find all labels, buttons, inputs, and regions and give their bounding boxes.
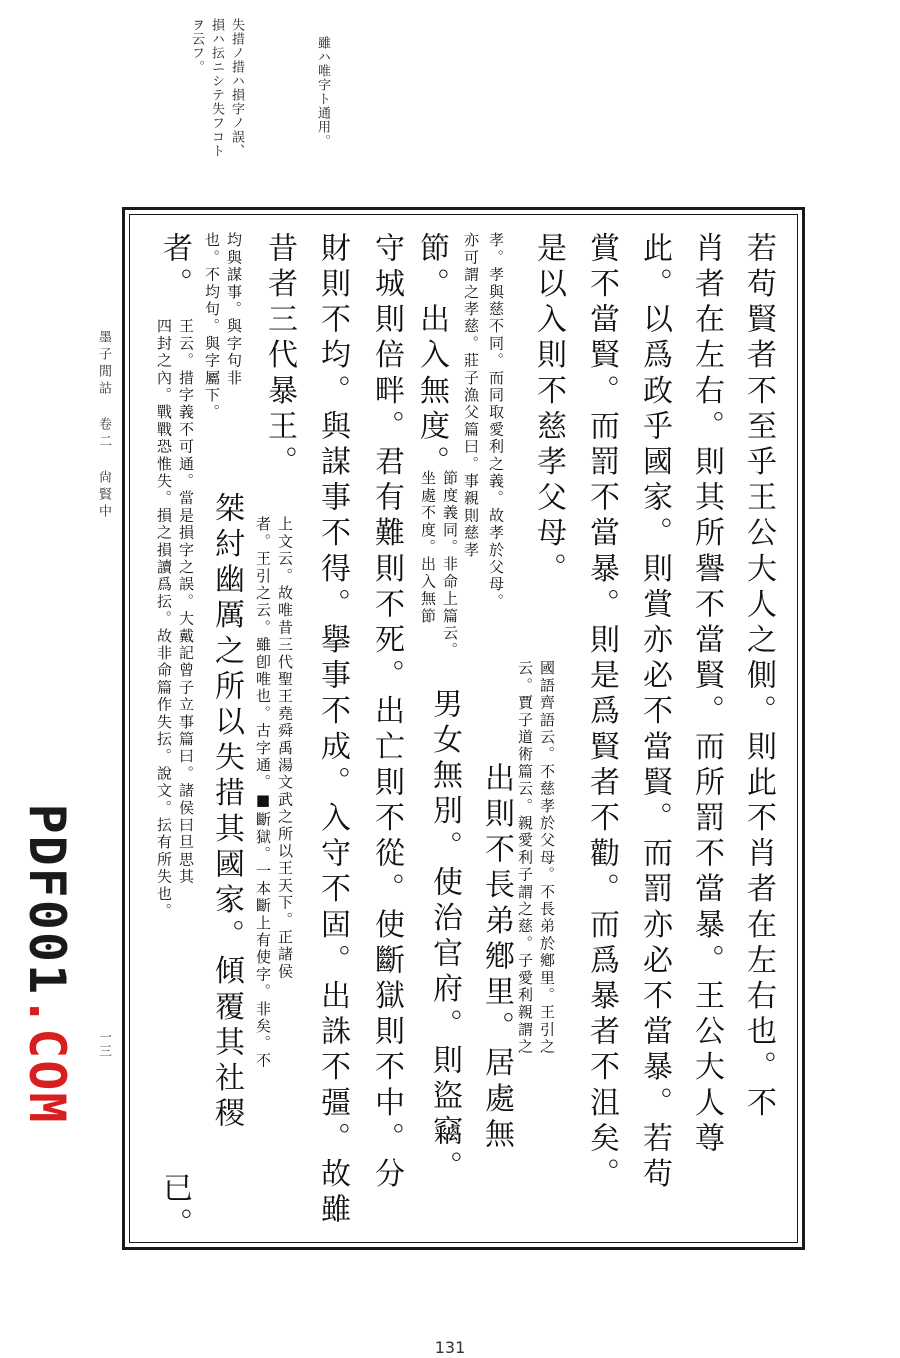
annotation-column-5b: 云。賈子道術篇云。親愛利子謂之慈。子愛利親謂之 bbox=[516, 660, 534, 1056]
body-column-5: 是以入則不慈孝父母。 bbox=[531, 232, 566, 588]
annotation-column-12a: 均與謀事。與字句非 bbox=[225, 232, 243, 387]
annotation-column-13b: 四封之內。戰戰恐惟失。損之損讀爲抎。故非命篇作失抎。說文。抎有所失也。 bbox=[155, 318, 173, 920]
annotation-column-11b: 者。王引之云。雖卽唯也。古字通。■斷獄。一本斷上有使字。非矣。不 bbox=[254, 516, 272, 1070]
body-column-12: 桀紂幽厲之所以失措其國家。傾覆其社稷 bbox=[209, 492, 244, 1133]
body-column-8b: 男女無別。使治官府。則盜竊。 bbox=[427, 688, 462, 1187]
margin-note-left-2: 損ハ抎ニシテ失フコト bbox=[209, 18, 224, 158]
annotation-column-6: 孝。孝與慈不同。而同取愛利之義。故孝於父母。 bbox=[487, 232, 505, 611]
folio-number: 一三 bbox=[96, 1030, 111, 1058]
running-header-strip bbox=[88, 240, 116, 1250]
body-column-8: 節。出入無度。 bbox=[414, 232, 449, 482]
margin-note-left-1: 失措ノ措ハ損字ノ誤、 bbox=[229, 18, 244, 158]
running-header: 墨子閒詁 卷二 尙賢中 bbox=[96, 330, 111, 521]
watermark-logo bbox=[18, 799, 76, 1129]
annotation-column-11a: 上文云。故唯昔三代聖王堯舜禹湯文武之所以王天下。正諸侯 bbox=[276, 516, 294, 981]
annotation-column-5: 國語齊語云。不慈孝於父母。不長弟於鄕里。王引之 bbox=[538, 660, 556, 1056]
annotation-column-7: 亦可謂之孝慈。莊子漁父篇曰。事親則慈孝 bbox=[462, 232, 480, 559]
page-number: 131 bbox=[434, 1338, 466, 1357]
body-column-5b: 出則不長弟鄕里。居處無 bbox=[479, 762, 514, 1154]
watermark-accent-text: .COM bbox=[18, 996, 76, 1125]
annotation-column-8a: 節度義同。非命上篇云。 bbox=[441, 470, 459, 660]
body-column-2: 肖者在左右。則其所譽不當賢。而所罰不當暴。王公大人尊 bbox=[689, 232, 724, 1158]
margin-note-right: 雖ハ唯字ト通用。 bbox=[315, 36, 330, 148]
body-column-3: 此。以爲政乎國家。則賞亦必不當賢。而罰亦必不當暴。若苟 bbox=[637, 232, 672, 1194]
body-column-13: 者。 bbox=[157, 232, 192, 304]
annotation-column-12b: 也。不均句。與字屬下。 bbox=[203, 232, 221, 422]
annotation-column-13a: 王云。措字義不可通。當是損字之誤。大戴記曾子立事篇曰。諸侯曰旦思其 bbox=[177, 318, 195, 886]
body-column-4: 賞不當賢。而罰不當暴。則是爲賢者不勸。而爲暴者不沮矣。 bbox=[584, 232, 619, 1194]
body-column-1: 若苟賢者不至乎王公大人之側。則此不肖者在左右也。不 bbox=[741, 232, 776, 1122]
body-column-11: 昔者三代暴王。 bbox=[262, 232, 297, 482]
margin-note-left-3: ヲ云フ。 bbox=[189, 18, 204, 74]
body-column-13-end: 已。 bbox=[157, 1172, 192, 1244]
watermark-main-text: PDF001 bbox=[18, 803, 76, 997]
annotation-column-8b: 坐處不度。出入無節 bbox=[419, 470, 437, 625]
body-column-9: 守城則倍畔。君有難則不死。出亡則不從。使斷獄則不中。分 bbox=[369, 232, 404, 1194]
body-column-10: 財則不均。與謀事不得。擧事不成。入守不固。出誅不彊。故雖 bbox=[315, 232, 350, 1229]
